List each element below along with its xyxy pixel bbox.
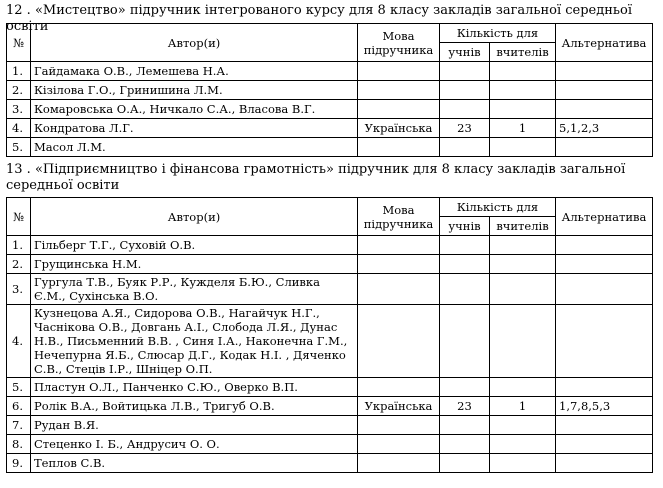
table-row	[7, 305, 653, 378]
col-students-header: учнів	[440, 217, 490, 236]
alternative-cell	[556, 454, 653, 473]
alternative-cell	[556, 138, 653, 157]
author-cell: Кузнецова А.Я., Сидорова О.В., Нагайчук Н.Г., Часнікова О.В., Довгань А.І., Слобода Л.Я., Дунас Н.В., Письменний В.В. , Синя І.А., Наконечна Г.М., Нечепурна Я.Б., Слюсар Д.Г., Кодак Н.І. , Дяченко С.В., Стеців І.Р., Шніцер О.П.	[31, 305, 358, 378]
teachers-count-cell	[490, 100, 556, 119]
students-count-cell	[440, 378, 490, 397]
teachers-count-cell	[490, 378, 556, 397]
teachers-count-cell	[490, 255, 556, 274]
language-cell: Українська	[358, 119, 440, 138]
row-number: 3.	[7, 274, 31, 305]
author-cell: Гільберг Т.Г., Суховій О.В.	[31, 236, 358, 255]
table-row	[7, 62, 653, 81]
table-row	[7, 454, 653, 473]
students-count-cell	[440, 138, 490, 157]
alternative-cell	[556, 305, 653, 378]
language-cell	[358, 255, 440, 274]
language-cell	[358, 378, 440, 397]
table-row	[7, 416, 653, 435]
row-number: 8.	[7, 435, 31, 454]
teachers-count-cell: 1	[490, 397, 556, 416]
teachers-count-cell	[490, 416, 556, 435]
col-lang-header: Мова підручника	[358, 24, 440, 62]
teachers-count-cell	[490, 81, 556, 100]
teachers-count-cell	[490, 236, 556, 255]
author-cell: Пластун О.Л., Панченко С.Ю., Оверко В.П.	[31, 378, 358, 397]
alternative-cell	[556, 81, 653, 100]
col-count-header: Кількість для	[440, 198, 556, 217]
table-row	[7, 119, 653, 138]
table-row	[7, 81, 653, 100]
col-author-header: Автор(и)	[31, 24, 358, 62]
row-number: 9.	[7, 454, 31, 473]
col-students-header: учнів	[440, 43, 490, 62]
table-header-row	[7, 24, 653, 43]
teachers-count-cell	[490, 274, 556, 305]
author-cell: Гайдамака О.В., Лемешева Н.А.	[31, 62, 358, 81]
table-row	[7, 100, 653, 119]
section-12-title: 12 . «Мистецтво» підручник інтегрованого курсу для 8 класу закладів загальної середньої освіти	[6, 3, 632, 34]
row-number: 7.	[7, 416, 31, 435]
col-author-header: Автор(и)	[31, 198, 358, 236]
language-cell	[358, 100, 440, 119]
alternative-cell	[556, 378, 653, 397]
row-number: 2.	[7, 255, 31, 274]
teachers-count-cell: 1	[490, 119, 556, 138]
teachers-count-cell	[490, 138, 556, 157]
col-lang-header: Мова підручника	[358, 198, 440, 236]
students-count-cell	[440, 62, 490, 81]
table-row	[7, 435, 653, 454]
col-teachers-header: вчителів	[490, 43, 556, 62]
language-cell: Українська	[358, 397, 440, 416]
col-num-header: №	[7, 198, 31, 236]
author-cell: Рудан В.Я.	[31, 416, 358, 435]
table-row	[7, 274, 653, 305]
col-alt-header: Альтернатива	[556, 24, 653, 62]
language-cell	[358, 416, 440, 435]
students-count-cell: 23	[440, 119, 490, 138]
students-count-cell	[440, 435, 490, 454]
students-count-cell	[440, 305, 490, 378]
table-row	[7, 138, 653, 157]
author-cell: Грущинська Н.М.	[31, 255, 358, 274]
students-count-cell	[440, 454, 490, 473]
col-alt-header: Альтернатива	[556, 198, 653, 236]
language-cell	[358, 62, 440, 81]
language-cell	[358, 236, 440, 255]
section-13-title: 13 . «Підприємництво і фінансова грамотність» підручник для 8 класу закладів загальної середньої освіти	[6, 162, 626, 193]
table-row	[7, 255, 653, 274]
students-count-cell	[440, 274, 490, 305]
language-cell	[358, 305, 440, 378]
col-num-header: №	[7, 24, 31, 62]
language-cell	[358, 138, 440, 157]
alternative-cell	[556, 435, 653, 454]
author-cell: Гургула Т.В., Буяк Р.Р., Кужделя Б.Ю., Сливка Є.М., Сухінська В.О.	[31, 274, 358, 305]
author-cell: Теплов С.В.	[31, 454, 358, 473]
author-cell: Комаровська О.А., Ничкало С.А., Власова В.Г.	[31, 100, 358, 119]
table-row	[7, 236, 653, 255]
section-13-table	[6, 197, 653, 473]
students-count-cell: 23	[440, 397, 490, 416]
section-12-table	[6, 23, 653, 157]
students-count-cell	[440, 416, 490, 435]
row-number: 2.	[7, 81, 31, 100]
row-number: 5.	[7, 138, 31, 157]
teachers-count-cell	[490, 62, 556, 81]
alternative-cell	[556, 416, 653, 435]
row-number: 5.	[7, 378, 31, 397]
author-cell: Масол Л.М.	[31, 138, 358, 157]
alternative-cell: 5,1,2,3	[556, 119, 653, 138]
alternative-cell	[556, 100, 653, 119]
col-teachers-header: вчителів	[490, 217, 556, 236]
students-count-cell	[440, 236, 490, 255]
author-cell: Кізілова Г.О., Гринишина Л.М.	[31, 81, 358, 100]
students-count-cell	[440, 255, 490, 274]
teachers-count-cell	[490, 454, 556, 473]
teachers-count-cell	[490, 305, 556, 378]
alternative-cell	[556, 62, 653, 81]
teachers-count-cell	[490, 435, 556, 454]
alternative-cell	[556, 236, 653, 255]
row-number: 1.	[7, 236, 31, 255]
students-count-cell	[440, 100, 490, 119]
table-row	[7, 397, 653, 416]
row-number: 6.	[7, 397, 31, 416]
students-count-cell	[440, 81, 490, 100]
table-row	[7, 378, 653, 397]
table-header-row	[7, 198, 653, 217]
row-number: 3.	[7, 100, 31, 119]
language-cell	[358, 435, 440, 454]
language-cell	[358, 454, 440, 473]
alternative-cell	[556, 274, 653, 305]
row-number: 4.	[7, 119, 31, 138]
language-cell	[358, 81, 440, 100]
alternative-cell	[556, 255, 653, 274]
row-number: 1.	[7, 62, 31, 81]
language-cell	[358, 274, 440, 305]
author-cell: Стеценко І. Б., Андрусич О. О.	[31, 435, 358, 454]
author-cell: Кондратова Л.Г.	[31, 119, 358, 138]
row-number: 4.	[7, 305, 31, 378]
author-cell: Ролік В.А., Войтицька Л.В., Тригуб О.В.	[31, 397, 358, 416]
alternative-cell: 1,7,8,5,3	[556, 397, 653, 416]
col-count-header: Кількість для	[440, 24, 556, 43]
